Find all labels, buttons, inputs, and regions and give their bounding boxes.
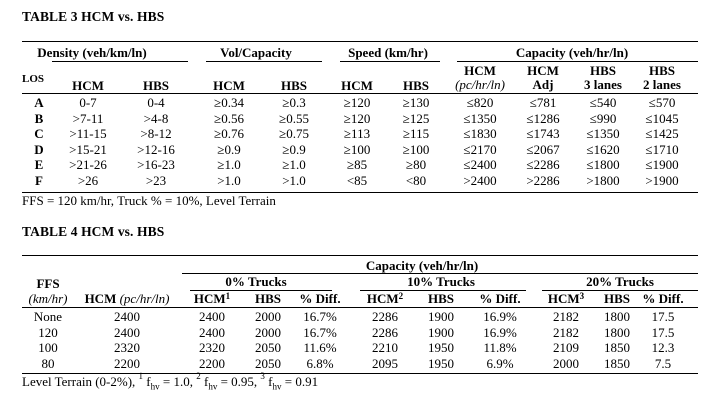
t4-cell-ffs: 80 <box>41 355 55 371</box>
t3-cell-vc-hbs: >1.0 <box>282 172 306 188</box>
t3-cell-los: C <box>34 126 44 141</box>
t3-cell-cap-hbs-2lanes: ≤1710 <box>645 141 679 157</box>
t3-cell-cap-hbs-3lanes: ≤990 <box>589 110 617 126</box>
t3-cell-los: D <box>34 141 44 157</box>
t3-cell-cap-hbs-2lanes: ≤1900 <box>645 157 679 172</box>
t3-cap-adj-2: Adj <box>532 77 554 92</box>
t3-cell-density-hcm: >11-15 <box>69 126 107 141</box>
t4-cell-ffs: None <box>33 309 63 324</box>
t3-vc-hcm: HCM <box>213 78 245 93</box>
table3-title: TABLE 3 HCM vs. HBS <box>22 9 165 24</box>
t3-cap-2lanes-2: 2 lanes <box>643 77 681 92</box>
t3-cell-speed-hcm: ≥100 <box>343 141 371 157</box>
t4-cell-hcm: 2200 <box>114 355 140 371</box>
t4-cell-g0-hcm: 2400 <box>199 324 225 340</box>
t3-cell-cap-hbs-2lanes: ≤1045 <box>645 110 679 126</box>
t3-cell-speed-hcm: <85 <box>346 172 368 188</box>
t4-cell-g20-diff: 17.5 <box>651 309 675 324</box>
t3-cell-speed-hcm: ≥120 <box>343 110 371 126</box>
t4-cell-g0-hcm: 2200 <box>199 355 225 371</box>
t3-cell-vc-hbs: ≥0.3 <box>282 95 306 110</box>
t3-cap-adj-1: HCM <box>527 63 559 78</box>
t3-cell-speed-hbs: ≥115 <box>402 126 430 141</box>
t4-cell-g10-diff: 11.8% <box>483 340 517 355</box>
t4-cell-g0-hbs: 2050 <box>255 340 281 355</box>
t3-cell-density-hcm: >26 <box>77 172 99 188</box>
t3-cap-hcm: HCM <box>464 63 496 78</box>
t3-cell-speed-hbs: ≥130 <box>402 95 430 110</box>
t3-cell-cap-hbs-3lanes: ≤1800 <box>586 157 620 172</box>
t4-g20-hcm-header: HCM$^3$ <box>547 291 585 306</box>
t3-cell-los: B <box>34 110 44 126</box>
t4-header-rule <box>22 307 698 308</box>
t3-cell-cap-hcm-adj: ≤2286 <box>526 157 560 172</box>
t4-cell-g0-hbs: 2000 <box>255 324 281 340</box>
t4-cell-g20-hcm: 2000 <box>553 355 579 371</box>
t4-cell-g10-hcm: 2210 <box>372 340 398 355</box>
t3-cell-cap-hbs-3lanes: ≤540 <box>589 95 617 110</box>
t4-capacity-header: Capacity (veh/hr/ln) <box>365 258 479 273</box>
t4-cell-g10-diff: 16.9% <box>483 309 517 324</box>
t4-cell-g10-diff: 16.9% <box>483 324 517 340</box>
t3-cell-cap-hcm: ≤2170 <box>463 141 497 157</box>
t3-cell-density-hbs: 0-4 <box>147 95 165 110</box>
table4-title: TABLE 4 HCM vs. HBS <box>22 224 165 239</box>
t4-cell-hcm: 2400 <box>114 309 140 324</box>
t3-cell-vc-hcm: ≥1.0 <box>217 157 241 172</box>
t3-cap-3lanes-2: 3 lanes <box>584 77 622 92</box>
t3-cell-density-hbs: >23 <box>145 172 167 188</box>
t3-cell-cap-hcm-adj: ≤2067 <box>526 141 560 157</box>
t4-cell-g10-hbs: 1900 <box>428 309 454 324</box>
table3-top-rule <box>22 41 698 42</box>
t4-cell-hcm: 2320 <box>114 340 140 355</box>
t3-cap-3lanes-1: HBS <box>589 63 617 78</box>
t4-cell-g10-hcm: 2286 <box>372 324 398 340</box>
t3-density-hbs: HBS <box>142 78 170 93</box>
t4-cell-hcm: 2400 <box>114 324 140 340</box>
t4-cell-g20-hcm: 2182 <box>553 324 579 340</box>
t3-rule-capacity <box>457 61 698 62</box>
t3-group-density: Density (veh/km/ln) <box>37 45 147 60</box>
t3-cell-speed-hcm: ≥85 <box>346 157 368 172</box>
t3-cell-vc-hbs: ≥0.75 <box>279 126 309 141</box>
t3-cell-density-hbs: >4-8 <box>143 110 169 126</box>
t4-cell-g10-hcm: 2095 <box>372 355 398 371</box>
t4-cell-g10-hbs: 1950 <box>428 355 454 371</box>
t4-g10-diff: % Diff. <box>479 291 521 306</box>
t4-cell-g20-hbs: 1850 <box>604 355 630 371</box>
t4-cell-g10-hbs: 1950 <box>428 340 454 355</box>
t3-vc-hbs: HBS <box>280 78 308 93</box>
t3-cell-cap-hcm-adj: >2286 <box>526 172 560 188</box>
t3-cell-speed-hbs: ≥125 <box>402 110 430 126</box>
t3-cell-vc-hcm: ≥0.76 <box>214 126 244 141</box>
t4-hcm-main: HCM <box>84 291 117 306</box>
t3-group-speed: Speed (km/hr) <box>348 45 428 60</box>
t4-cell-g0-hbs: 2050 <box>255 355 281 371</box>
t4-g10-hcm-header: HCM$^2$ <box>366 291 404 306</box>
t4-ffs: FFS <box>36 276 60 291</box>
t4-g0-hcm-header: HCM$^1$ <box>193 291 231 306</box>
t4-cell-g20-diff: 12.3 <box>651 340 675 355</box>
t3-cell-speed-hcm: ≥113 <box>343 126 371 141</box>
t4-mark-1: 1 <box>225 291 231 301</box>
t3-cell-cap-hcm: ≤820 <box>466 95 494 110</box>
t3-cell-speed-hbs: <80 <box>405 172 427 188</box>
table4-top-rule <box>22 255 698 256</box>
t4-g20-hbs: HBS <box>603 291 631 306</box>
t3-cell-cap-hbs-2lanes: ≤570 <box>648 95 676 110</box>
t3-note: FFS = 120 km/hr, Truck % = 10%, Level Terrain <box>22 193 276 208</box>
t3-cell-density-hbs: >8-12 <box>140 126 172 141</box>
t3-cell-cap-hbs-3lanes: >1800 <box>586 172 620 188</box>
t4-cell-g10-diff: 6.9% <box>486 355 514 371</box>
t3-cell-cap-hcm-adj: ≤1743 <box>526 126 560 141</box>
t3-cell-density-hcm: >15-21 <box>69 141 107 157</box>
t4-cell-g10-hcm: 2286 <box>372 309 398 324</box>
t4-cell-g0-diff: 6.8% <box>306 355 334 371</box>
t3-cell-cap-hcm-adj: ≤781 <box>529 95 557 110</box>
t3-cell-vc-hcm: ≥0.9 <box>217 141 241 157</box>
t3-cell-los: E <box>34 157 44 172</box>
t4-g10-hbs: HBS <box>427 291 455 306</box>
t3-cell-vc-hbs: ≥1.0 <box>282 157 306 172</box>
t3-cell-cap-hcm: ≤1350 <box>463 110 497 126</box>
t3-cell-speed-hbs: ≥80 <box>405 157 427 172</box>
t3-group-vc: Vol/Capacity <box>220 45 292 60</box>
t4-cell-g20-hcm: 2182 <box>553 309 579 324</box>
t4-hcm-main-header <box>85 292 170 306</box>
t3-cell-vc-hbs: ≥0.55 <box>279 110 309 126</box>
t3-header-rule <box>22 93 698 94</box>
t4-cell-g20-hbs: 1850 <box>604 340 630 355</box>
t4-ffs-unit: (km/hr) <box>28 291 68 306</box>
t4-cell-g0-hcm: 2320 <box>199 340 225 355</box>
t3-rule-speed <box>340 61 440 62</box>
t4-cell-g20-hbs: 1800 <box>604 324 630 340</box>
t3-rule-density <box>52 61 188 62</box>
t4-cell-g20-diff: 7.5 <box>654 355 672 371</box>
t4-cell-g0-diff: 16.7% <box>303 309 337 324</box>
t3-cell-cap-hbs-3lanes: ≤1620 <box>586 141 620 157</box>
t4-cell-g20-hcm: 2109 <box>553 340 579 355</box>
t4-cell-ffs: 120 <box>38 324 58 340</box>
t4-hcm-main-unit: (pc/hr/ln) <box>119 291 170 306</box>
t4-cell-g20-hbs: 1800 <box>604 309 630 324</box>
t4-g20-diff: % Diff. <box>642 291 684 306</box>
t4-cell-g0-hbs: 2000 <box>255 309 281 324</box>
t3-cell-speed-hcm: ≥120 <box>343 95 371 110</box>
t3-cell-density-hbs: >12-16 <box>137 141 175 157</box>
t3-density-hcm: HCM <box>72 78 104 93</box>
t3-cell-cap-hbs-3lanes: ≤1350 <box>586 126 620 141</box>
t3-cell-density-hbs: >16-23 <box>137 157 175 172</box>
t3-cell-density-hcm: >7-11 <box>72 110 104 126</box>
t3-group-capacity: Capacity (veh/hr/ln) <box>515 45 629 60</box>
t4-group-10: 10% Trucks <box>407 274 475 289</box>
t3-cell-cap-hcm: >2400 <box>463 172 497 188</box>
t3-cell-cap-hbs-2lanes: ≤1425 <box>645 126 679 141</box>
t3-cell-vc-hbs: ≥0.9 <box>282 141 306 157</box>
t3-cell-cap-hcm: ≤2400 <box>463 157 497 172</box>
t3-cell-density-hcm: >21-26 <box>69 157 107 172</box>
t4-note: Level Terrain (0-2%), $^1$ $f_{hv} = 1.0$, $^2$ $f_{hv} = 0.95$, $^3$ $f_{hv} = 0.91$ <box>22 371 319 392</box>
t3-cell-cap-hcm: ≤1830 <box>463 126 497 141</box>
t3-cell-vc-hcm: >1.0 <box>217 172 241 188</box>
t3-los-label: LOS <box>22 73 45 85</box>
t3-cell-density-hcm: 0-7 <box>79 95 97 110</box>
t4-g0-diff: % Diff. <box>299 291 341 306</box>
t4-group-20: 20% Trucks <box>586 274 654 289</box>
t3-cell-vc-hcm: ≥0.34 <box>214 95 244 110</box>
t4-cell-g0-diff: 11.6% <box>303 340 337 355</box>
t3-cell-cap-hbs-2lanes: >1900 <box>645 172 679 188</box>
t3-cell-los: A <box>34 95 44 110</box>
t4-mark-3: 3 <box>579 291 585 301</box>
t3-speed-hbs: HBS <box>402 78 430 93</box>
t4-cell-g10-hbs: 1900 <box>428 324 454 340</box>
t4-g0-hbs: HBS <box>254 291 282 306</box>
t4-cell-ffs: 100 <box>38 340 58 355</box>
t3-cell-los: F <box>35 172 43 188</box>
t3-cap-2lanes-1: HBS <box>648 63 676 78</box>
t3-rule-vc <box>206 61 322 62</box>
t4-cell-g0-diff: 16.7% <box>303 324 337 340</box>
t3-cell-speed-hbs: ≥100 <box>402 141 430 157</box>
t4-group-0: 0% Trucks <box>225 274 287 289</box>
t4-cell-g20-diff: 17.5 <box>651 324 675 340</box>
t4-mark-2: 2 <box>398 291 404 301</box>
t3-cell-cap-hcm-adj: ≤1286 <box>526 110 560 126</box>
t3-cell-vc-hcm: ≥0.56 <box>214 110 244 126</box>
t4-cell-g0-hcm: 2400 <box>199 309 225 324</box>
t3-speed-hcm: HCM <box>341 78 373 93</box>
t3-cap-hcm-unit: (pc/hr/ln) <box>455 77 505 92</box>
